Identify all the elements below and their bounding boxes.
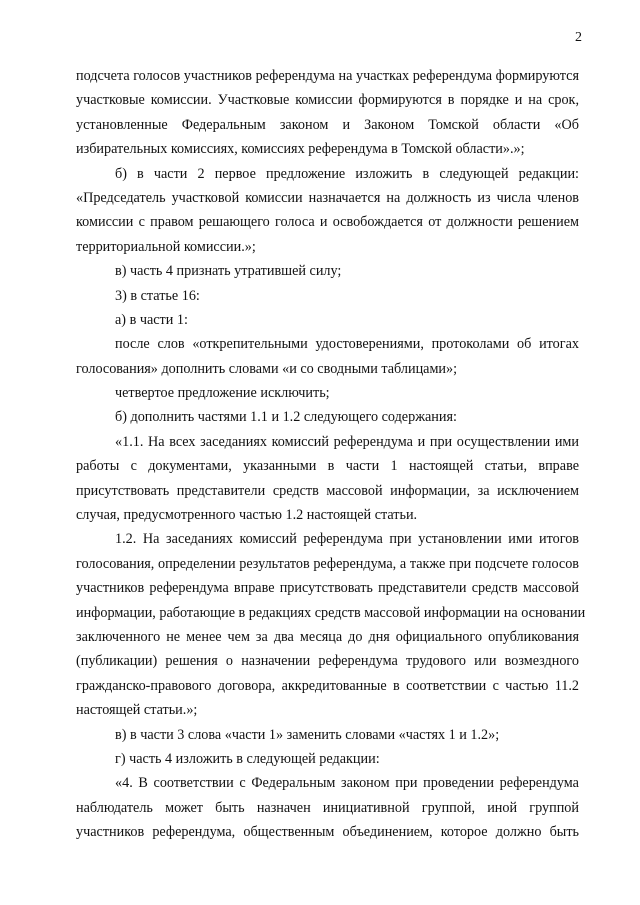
text-line: четвертое предложение исключить; [115,385,330,402]
text-line: участковые комиссии. Участковые комиссии формируются в порядке и на срок, [76,92,579,109]
text-line: б) в части 2 первое предложение изложить в следующей редакции: [115,165,579,182]
text-line: «1.1. На всех заседаниях комиссий референдума и при осуществлении ими [115,433,579,450]
text-line: заключенного не менее чем за два месяца до дня официального опубликования [76,628,579,645]
text-line: участников референдума вправе присутствовать представители средств массовой [76,580,579,597]
text-line: в) в части 3 слова «части 1» заменить словами «частях 1 и 1.2»; [115,726,500,743]
text-line: наблюдатель может быть назначен инициативной группой, иной группой [76,799,579,816]
text-line: а) в части 1: [115,311,188,328]
text-line: комиссии с правом решающего голоса и освобождается от должности решением [76,214,579,231]
page-number: 2 [575,30,582,45]
text-line: голосования, определении результатов референдума, а также при подсчете голосов [76,555,579,572]
text-line: случая, предусмотренного частью 1.2 настоящей статьи. [76,507,418,524]
text-line: участников референдума, общественным объединением, которое должно быть [76,824,579,841]
text-line: г) часть 4 изложить в следующей редакции: [115,750,380,767]
text-line: гражданско-правового договора, аккредитованные в соответствии с частью 11.2 [76,677,579,694]
text-line: территориальной комиссии.»; [76,238,256,255]
text-line: настоящей статьи.»; [76,702,198,719]
text-line: 3) в статье 16: [115,287,200,304]
text-line: избирательных комиссиях, комиссиях референдума в Томской области».»; [76,141,525,158]
text-line: б) дополнить частями 1.1 и 1.2 следующего содержания: [115,409,457,426]
text-line: в) часть 4 признать утратившей силу; [115,263,342,280]
text-line: «Председатель участковой комиссии назначается на должность из числа членов [76,189,579,206]
text-line: (публикации) решения о назначении референдума трудового или возмездного [76,653,579,670]
text-line: «4. В соответствии с Федеральным законом при проведении референдума [115,775,579,792]
text-line: голосования» дополнить словами «и со сводными таблицами»; [76,360,458,377]
text-line: 1.2. На заседаниях комиссий референдума при установлении ими итогов [115,531,579,548]
text-line: установленные Федеральным законом и Законом Томской области «Об [76,116,579,133]
document-body [76,64,586,845]
text-line: работы с документами, указанными в части 1 настоящей статьи, вправе [76,458,579,475]
text-line: присутствовать представители средств массовой информации, за исключением [76,482,579,499]
text-line: после слов «открепительными удостоверениями, протоколами об итогах [115,336,579,353]
text-line: информации, работающие в редакциях средств массовой информации на основании [76,604,586,621]
text-line: подсчета голосов участников референдума на участках референдума формируются [76,68,579,84]
